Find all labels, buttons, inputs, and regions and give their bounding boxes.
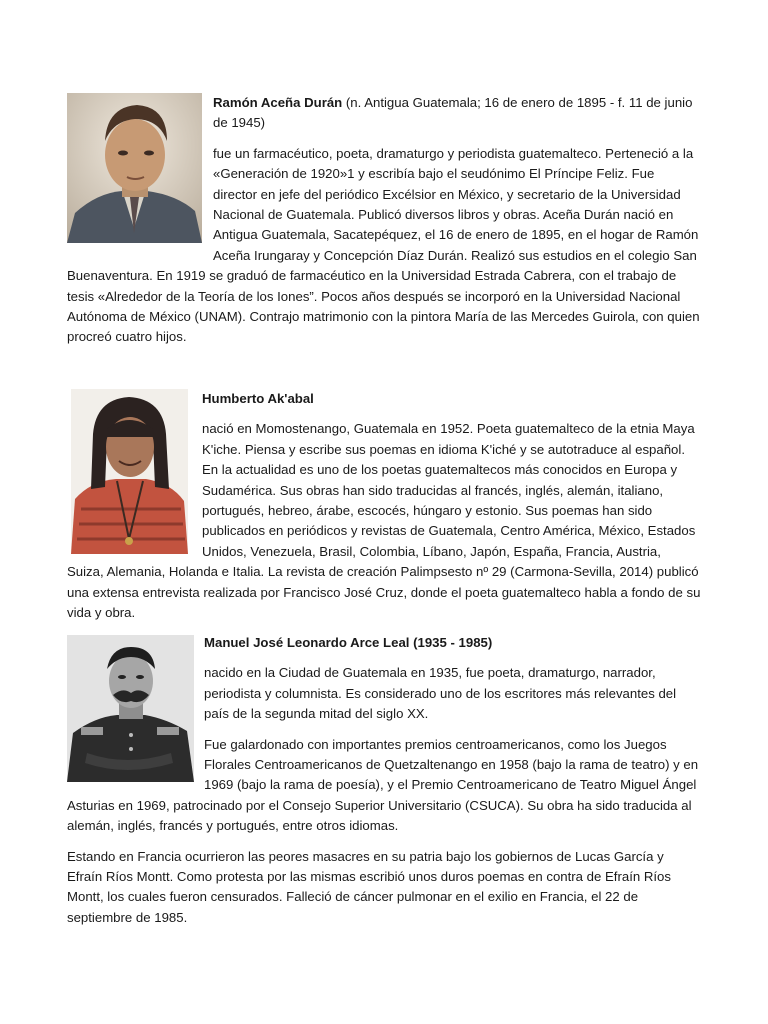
portrait-photo-akabal xyxy=(71,389,188,554)
person-name: Humberto Ak'abal xyxy=(202,391,314,406)
portrait-photo-arce xyxy=(67,635,194,782)
bio-paragraph: nacido en la Ciudad de Guatemala en 1935, fue poeta, dramaturgo, narrador, periodista y columnista. Es considerado uno de los escritores más relevantes del país de la segunda mitad del siglo XX. xyxy=(204,665,677,722)
bio-entry-akabal xyxy=(67,389,701,623)
bio-paragraph: Estando en Francia ocurrieron las peores masacres en su patria bajo los gobiernos de Lucas García y Efraín Ríos Montt. Como protesta por las mismas escribió unos duros poemas en contra de Efraín Ríos Montt, los cuales fueron censurados. Falleció de cáncer pulmonar en el exilio en Francia, el 22 de septiembre de 1985. xyxy=(67,848,671,925)
bio-paragraph: Fue galardonado con importantes premios centroamericanos, como los Juegos Florales Centroamericanos de Quetzaltenango en 1958 (bajo la rama de teatro) y en 1969 (bajo la rama de poesía), y el Premio Centroamericano de Teatro Miguel Ángel Asturias en 1969, patrocinado por el Consejo Superior Universitario (CSUCA). Su obra ha sido traducida al alemán, inglés, francés y portugués, entre otros idiomas. xyxy=(67,736,699,834)
birth-death-dates: (n. Antigua Guatemala; 16 de enero de 1895 - f. 11 de junio de 1945) xyxy=(213,95,693,131)
bio-entry-arce xyxy=(67,633,701,928)
bio-paragraph: nació en Momostenango, Guatemala en 1952. Poeta guatemalteco de la etnia Maya K'iche. Piensa y escribe sus poemas en idioma K'iché y se autotraduce al español. En la actualidad es uno de los poetas guatemaltecos más conocidos en Europa y Sudamérica. Sus obras han sido traducidas al francés, inglés, alemán, italiano, portugués, hebreo, árabe, escocés, húngaro y estonio. Sus poemas han sido publicados en periódicos y revistas de Guatemala, Centro América, México, Estados Unidos, Venezuela, Brasil, Colombia, Líbano, Japón, España, Francia, Austria, Suiza, Alemania, Holanda e Italia. La revista de creación Palimpsesto nº 29 (Carmona-Sevilla, 2014) publicó una extensa entrevista realizada por Francisco José Cruz, donde el poeta guatemalteco habla a fondo de su vida y obra. xyxy=(67,421,701,621)
bio-entry-acena xyxy=(67,93,701,348)
person-name: Manuel José Leonardo Arce Leal (1935 - 1985) xyxy=(204,635,493,650)
person-name: Ramón Aceña Durán xyxy=(213,95,343,110)
bio-paragraph: fue un farmacéutico, poeta, dramaturgo y periodista guatemalteco. Perteneció a la «Generación de 1920»1 y escribía bajo el seudónimo El Príncipe Feliz. Fue director en jefe del periódico Excélsior en México, y secretario de la Universidad Nacional de Guatemala. Publicó diversos libros y obras. Aceña Durán nació en Antigua Guatemala, Sacatepéquez, el 16 de enero de 1895, en el hogar de Ramón Aceña Irungaray y Concepción Díaz Durán. Realizó sus estudios en el colegio San Buenaventura. En 1919 se graduó de farmacéutico en la Universidad Estrada Cabrera, con el trabajo de tesis «Alrededor de la Teoría de los Iones”. Pocos años después se incorporó en la Universidad Nacional Autónoma de México (UNAM). Contrajo matrimonio con la pintora María de las Mercedes Guirola, con quien procreó cuatro hijos. xyxy=(67,145,700,345)
portrait-photo-acena xyxy=(67,93,202,243)
